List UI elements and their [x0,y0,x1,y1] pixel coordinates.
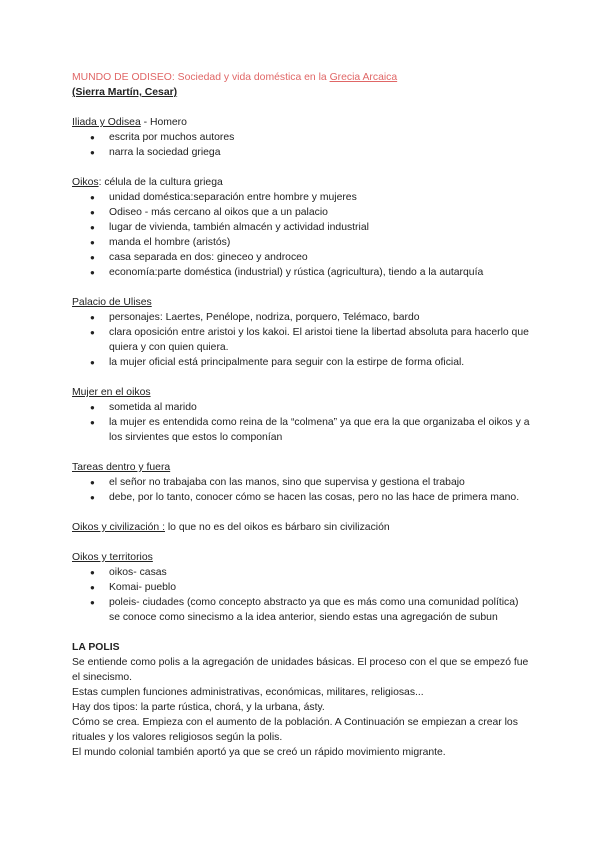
paragraph: El mundo colonial también aportó ya que se creó un rápido movimiento migrante. [72,747,446,758]
list-iliada [72,130,532,160]
list-item: ● unidad doméstica:separación entre hombre y mujeres [72,190,532,205]
section-heading-oikos [72,175,532,190]
title-text: MUNDO DE ODISEO: Sociedad y vida doméstica en la [72,72,330,83]
list-tareas [72,475,532,505]
heading-civilizacion: Oikos y civilización : [72,522,165,533]
list-palacio [72,310,532,370]
heading-oikos-suffix: : célula de la cultura griega [98,177,223,188]
author-line: (Sierra Martín, Cesar) [72,87,178,98]
document-title [72,70,532,85]
list-item: ● clara oposición entre aristoi y los kakoi. El aristoi tiene la libertad absoluta para hacerlo que quiera y con quien quiera. [72,325,532,355]
paragraph: Cómo se crea. Empieza con el aumento de la población. A Continuación se empiezan a crear los rituales y los valores religiosos según la polis. [72,717,518,743]
section-heading-iliada [72,115,532,130]
heading-mujer: Mujer en el oikos [72,387,151,398]
list-oikos [72,190,532,280]
list-item: ● lugar de vivienda, también almacén y actividad industrial [72,220,532,235]
heading-civilizacion-suffix: lo que no es del oikos es bárbaro sin civilización [164,522,390,533]
paragraph: Estas cumplen funciones administrativas, económicas, militares, religiosas... [72,687,424,698]
paragraph: Se entiende como polis a la agregación de unidades básicas. El proceso con el que se empezó fue el sinecismo. [72,657,529,683]
heading-iliada: Iliada y Odisea [72,117,141,128]
list-item: ● casa separada en dos: gineceo y androceo [72,250,532,265]
section-heading-mujer [72,385,532,400]
heading-oikos: Oikos [72,177,99,188]
polis-body [72,655,532,760]
list-territorios [72,565,532,625]
section-heading-civilizacion [72,520,532,535]
heading-palacio: Palacio de Ulises [72,297,152,308]
list-item: ● escrita por muchos autores [72,130,532,145]
section-heading-territorios [72,550,532,565]
paragraph: Hay dos tipos: la parte rústica, chorá, y la urbana, ásty. [72,702,325,713]
section-heading-palacio [72,295,532,310]
heading-territorios: Oikos y territorios [72,552,153,563]
section-heading-tareas [72,460,532,475]
heading-iliada-suffix: - Homero [140,117,187,128]
list-item: ● Komai- pueblo [72,580,532,595]
list-item: ● manda el hombre (aristós) [72,235,532,250]
list-item: ● el señor no trabajaba con las manos, sino que supervisa y gestiona el trabajo [72,475,532,490]
polis-heading: LA POLIS [72,642,120,653]
list-item: ● la mujer es entendida como reina de la “colmena” ya que era la que organizaba el oikos y a los sirvientes que estos lo componían [72,415,532,445]
list-item: ● Odiseo - más cercano al oikos que a un palacio [72,205,532,220]
document-content [72,70,532,760]
list-item: ● economía:parte doméstica (industrial) y rústica (agricultura), tiendo a la autarquía [72,265,532,280]
title-link[interactable]: Grecia Arcaica [329,72,398,83]
heading-tareas: Tareas dentro y fuera [72,462,171,473]
list-item: ● debe, por lo tanto, conocer cómo se hacen las cosas, pero no las hace de primera mano. [72,490,532,505]
list-mujer [72,400,532,445]
list-item: ● personajes: Laertes, Penélope, nodriza, porquero, Telémaco, bardo [72,310,532,325]
list-item: ● sometida al marido [72,400,532,415]
list-item: ● narra la sociedad griega [72,145,532,160]
list-item: ● la mujer oficial está principalmente para seguir con la estirpe de forma oficial. [72,355,532,370]
list-item: ● oikos- casas [72,565,532,580]
list-item: ● poleis- ciudades (como concepto abstracto ya que es más como una comunidad política) se conoce como sinecismo a la idea anterior, siendo estas una agregación de subun [72,595,532,625]
